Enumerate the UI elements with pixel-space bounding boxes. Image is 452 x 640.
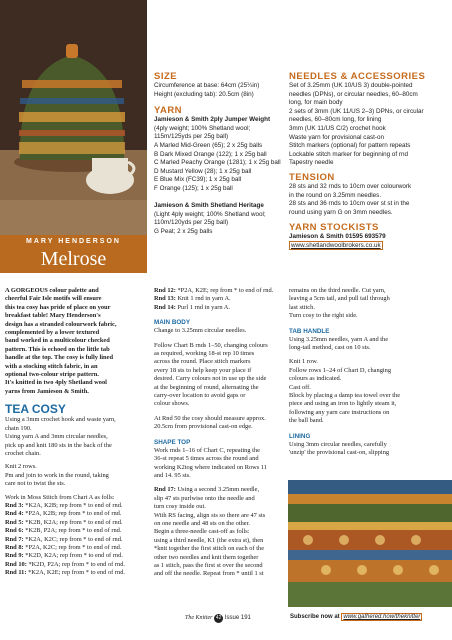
designer-name: MARY HENDERSON	[26, 238, 121, 245]
body-line: following any yarn care instructions on	[289, 408, 390, 416]
body-line: remains on the third needle. Cut yarn,	[289, 287, 386, 294]
round-text: *K2B, K2A; rep from * to end of rnd.	[23, 518, 123, 526]
body-line: and 14. 95 sts.	[154, 471, 191, 479]
magazine-name: The Knitter	[185, 615, 213, 621]
stockist-link[interactable]: www.shetlandwoolbrokers.co.uk	[291, 241, 381, 249]
body-line: the ball band.	[289, 417, 324, 425]
body-line: Using 3mm circular needles, carefully	[289, 440, 387, 448]
size-heading: SIZE	[154, 71, 178, 82]
body-line: chain 190.	[5, 424, 32, 432]
tea-cosy-heading: TEA COSY	[5, 402, 66, 417]
intro-line: A GORGEOUS colour palette and	[5, 287, 99, 294]
fair-isle-detail-photo	[288, 480, 452, 607]
round-row	[154, 486, 284, 494]
needles-line: 3mm (UK 11/US C/2) crochet hook	[289, 124, 386, 132]
round-label: Rnd 3:	[5, 501, 24, 509]
round-text: *P2A, K2E; rep from * to end of rnd.	[175, 287, 274, 294]
round-text: Purl 1 rnd in yarn A.	[175, 303, 230, 311]
tea-cosy-photo	[0, 0, 147, 235]
needles-line: Tapestry needle	[289, 159, 334, 167]
yarn-line: C Marled Peachy Orange (1281); 1 x 25g ball	[154, 159, 281, 167]
body-col-1	[5, 287, 145, 578]
round-label: Rnd 12:	[154, 287, 176, 294]
body-line: Turn cosy to the right side.	[289, 312, 358, 320]
body-line: working K2tog where indicated on Rows 11	[154, 463, 267, 471]
tension-line: 28 sts and 32 rnds to 10cm over colourwork	[289, 182, 412, 190]
yarn-line: (4ply weight; 100% Shetland wool;	[154, 124, 251, 132]
tab-handle-heading: TAB HANDLE	[289, 327, 330, 335]
needles-line: long, for main body	[289, 99, 343, 107]
body-line: Using 3.25mm needles, yarn A and the	[289, 335, 389, 343]
footer-subscribe	[290, 614, 422, 620]
round-row	[5, 552, 145, 560]
round-label: Rnd 13:	[154, 295, 176, 303]
round-row	[154, 304, 284, 312]
body-line: 36-st repeat 5 times across the round and	[154, 455, 259, 463]
yarn-line: 115m/125yds per 25g ball)	[154, 133, 229, 141]
intro-line: cheerful Fair Isle motifs will ensure	[5, 295, 102, 303]
body-line: Pm and join to work in the round, taking	[5, 471, 109, 479]
body-line: Knit 2 rows.	[5, 463, 37, 471]
size-line: Height (excluding tab): 20.5cm (8in)	[154, 90, 254, 98]
round-label: Rnd 10:	[5, 560, 27, 568]
subscribe-link[interactable]: www.gathered.how/theknitter	[343, 614, 421, 620]
info-col-2	[289, 71, 449, 251]
body-line: at the beginning of round, alternating the	[154, 383, 259, 391]
needles-line: needles, 60–80cm long, for lining	[289, 116, 382, 124]
stockist-name: Jamieson & Smith 01595 693579	[289, 233, 386, 241]
round-row	[154, 295, 284, 303]
body-line: carry-over location to avoid gaps or	[154, 392, 246, 400]
yarn-line: (Light 4ply weight; 100% Shetland wool;	[154, 210, 266, 218]
body-line: on one needle and 48 sts on the other.	[154, 519, 251, 527]
round-label: Rnd 17:	[154, 486, 176, 494]
yarn-line: F Orange (125); 1 x 25g ball	[154, 184, 233, 192]
round-label: Rnd 9:	[5, 552, 24, 560]
body-line: 20.5cm from provisional cast-on edge.	[154, 423, 253, 431]
size-line: Circumference at base: 64cm (25¼in)	[154, 82, 260, 89]
body-line: Change to 3.25mm circular needles.	[154, 327, 247, 335]
round-label: Rnd 7:	[5, 535, 24, 543]
body-line: care not to twist the sts.	[5, 480, 66, 488]
round-text: *K2A, K2C; rep from * to end of rnd.	[23, 535, 123, 543]
intro-line: this tea cosy has pride of place on your	[5, 303, 111, 311]
round-row	[5, 502, 145, 510]
needles-line: Waste yarn for provisional cast-on	[289, 133, 384, 141]
round-text: *K2A, K2E; rep from * to end of rnd.	[26, 569, 126, 577]
round-row	[5, 569, 145, 577]
intro-line: It's knitted in two 4ply Shetland wool	[5, 379, 107, 387]
body-line: Cast off.	[289, 383, 311, 391]
intro-line: with a stocking stitch fabric, in an	[5, 362, 98, 370]
round-row	[154, 287, 284, 295]
body-line: Work rnds 1–16 of Chart C, repeating the	[154, 446, 260, 454]
yarn-line: Jamieson & Smith Shetland Heritage	[154, 202, 264, 210]
body-line: crochet chain.	[5, 449, 41, 457]
round-text: *P2A, K2C; rep from * to end of rnd.	[23, 543, 122, 551]
intro-line: breakfast table! Mary Henderson's	[5, 312, 101, 320]
body-line: Knit 1 row.	[289, 358, 318, 366]
intro-line: optional two-colour stripe pattern.	[5, 371, 99, 379]
body-line: leaving a 5cm tail, and pull tail through	[289, 295, 390, 303]
yarn-line	[154, 194, 284, 203]
yarn-line: Jamieson & Smith 2ply Jumper Weight	[154, 116, 271, 124]
needles-heading: NEEDLES & ACCESSORIES	[289, 71, 426, 82]
issue-number: Issue 191	[224, 615, 251, 621]
body-line: *knit together the first stitch on each of the	[154, 545, 265, 553]
needles-line: needles (DPNs), or circular needles, 60–80cm	[289, 90, 418, 98]
body-line: Follow rows 1–24 of Chart D, changing	[289, 366, 392, 374]
stockists-heading: YARN STOCKISTS	[289, 222, 379, 234]
tension-line: round using yarn G on 3mm needles.	[289, 208, 393, 216]
body-line: across the round. Place stitch markers	[154, 358, 251, 366]
tension-line: 28 sts and 36 rnds to 10cm over st st in the	[289, 200, 410, 208]
round-row	[5, 544, 145, 552]
round-text: *K2D, P2A; rep from * to end of rnd.	[26, 560, 125, 568]
round-row	[5, 527, 145, 535]
body-line: desired. Carry colours not in use up the side	[154, 375, 267, 383]
intro-line: yarns from Jamieson & Smith.	[5, 387, 89, 395]
yarn-line: E Blue Mix (FC39); 1 x 25g ball	[154, 176, 242, 184]
body-line: Using yarn A and 3mm circular needles,	[5, 433, 108, 441]
round-label: Rnd 11:	[5, 569, 27, 577]
body-line: using a third needle, K1 (the extra st), then	[154, 536, 264, 544]
round-text: *K2D, K2A; rep from * to end of rnd.	[23, 552, 123, 560]
round-text: Knit 1 rnd in yarn A.	[175, 295, 231, 303]
intro-line: pattern. This is echoed on the little tab	[5, 345, 110, 353]
body-line: and off the needle. Repeat from * until 1 st	[154, 570, 264, 578]
round-label: Rnd 4:	[5, 510, 24, 518]
body-line: colour shows.	[154, 400, 190, 408]
intro-line: handle at the top. The cosy is fully lined	[5, 354, 114, 362]
round-row	[5, 519, 145, 527]
round-text: *K2A, K2B; rep from * to end of rnd.	[23, 501, 123, 509]
round-text: *P2A, K2B; rep from * to end of rnd.	[23, 510, 122, 518]
page-number: 42	[215, 615, 222, 621]
round-text: Using a second 3.25mm needle,	[175, 486, 260, 494]
intro-line: design has a stranded colourwork fabric,	[5, 320, 117, 328]
round-label: Rnd 6:	[5, 527, 24, 535]
lining-heading: LINING	[289, 432, 311, 440]
needles-line: Stitch markers (optional) for pattern repeats	[289, 142, 411, 150]
intro-line: complemented by a lower textured	[5, 329, 100, 337]
yarn-heading: YARN	[154, 105, 183, 117]
body-line: Block by placing a damp tea towel over the	[289, 392, 401, 400]
needles-line: 2 sets of 3mm (UK 11/US 2–3) DPNs, or circular	[289, 107, 424, 115]
round-row	[5, 536, 145, 544]
round-row	[5, 510, 145, 518]
body-line: With RS facing, align sts so there are 47 sts	[154, 511, 266, 519]
pattern-title: Melrose	[40, 248, 107, 270]
body-col-2	[154, 287, 284, 579]
round-label: Rnd 8:	[5, 543, 24, 551]
intro-line: band worked in a multicolour checked	[5, 337, 110, 345]
body-col-3	[289, 287, 449, 458]
body-line: 'unzip' the provisional cast-on, slipping	[289, 449, 390, 457]
needles-line: Set of 3.25mm (UK 10/US 3) double-pointed	[289, 82, 413, 89]
body-line: as 1 stitch, pass the first st over the second	[154, 561, 263, 569]
shape-top-heading: SHAPE TOP	[154, 438, 191, 446]
tension-line: in the round on 3.25mm needles.	[289, 191, 382, 199]
body-line: slip 47 sts purlwise onto the needle and	[154, 494, 255, 502]
yarn-line: D Mustard Yellow (28); 1 x 25g ball	[154, 167, 252, 175]
body-line: last stitch.	[289, 303, 315, 311]
intro-paragraph	[5, 287, 145, 396]
yarn-line: A Marled Mid-Green (65); 2 x 25g balls	[154, 141, 263, 149]
body-line: colours as indicated.	[289, 375, 342, 383]
subscribe-text: Subscribe now at	[290, 614, 340, 620]
body-line: every 18 sts to help keep your place if	[154, 366, 252, 374]
body-line: long-tail method, cast on 10 sts.	[289, 344, 371, 352]
body-line: pick up and knit 180 sts in the back of the	[5, 441, 112, 449]
round-label: Rnd 5:	[5, 518, 24, 526]
body-line: other two needles and knit them together	[154, 553, 259, 561]
main-body-heading: MAIN BODY	[154, 319, 191, 327]
yarn-line: B Dark Mixed Orange (122); 1 x 25g ball	[154, 150, 267, 158]
tension-heading: TENSION	[289, 171, 335, 183]
yarn-line: 110m/120yds per 25g ball)	[154, 219, 229, 227]
round-row	[5, 561, 145, 569]
body-line: At Rnd 50 the cosy should measure approx.	[154, 414, 266, 422]
info-col-1	[154, 71, 284, 237]
body-line: Work in Moss Stitch from Chart A as folls:	[5, 493, 115, 501]
body-line: Using a 3mm crochet hook and waste yarn,	[5, 416, 116, 424]
body-line: Follow Chart B rnds 1–50, changing colours	[154, 341, 268, 349]
round-text: *K2B, P2A; rep from * to end of rnd.	[23, 527, 122, 535]
body-line: Begin a three-needle cast-off as folls:	[154, 528, 250, 536]
yarn-line: G Peat; 2 x 25g balls	[154, 227, 213, 235]
footer-page-info	[185, 614, 251, 623]
body-line: piece and using an iron to lightly steam it,	[289, 400, 397, 408]
needles-line: Lockable stitch marker for beginning of rnd	[289, 150, 409, 158]
body-line: turn cosy inside out.	[154, 503, 206, 511]
round-label: Rnd 14:	[154, 303, 176, 311]
body-line: as required, working 18-st rep 10 times	[154, 350, 255, 358]
